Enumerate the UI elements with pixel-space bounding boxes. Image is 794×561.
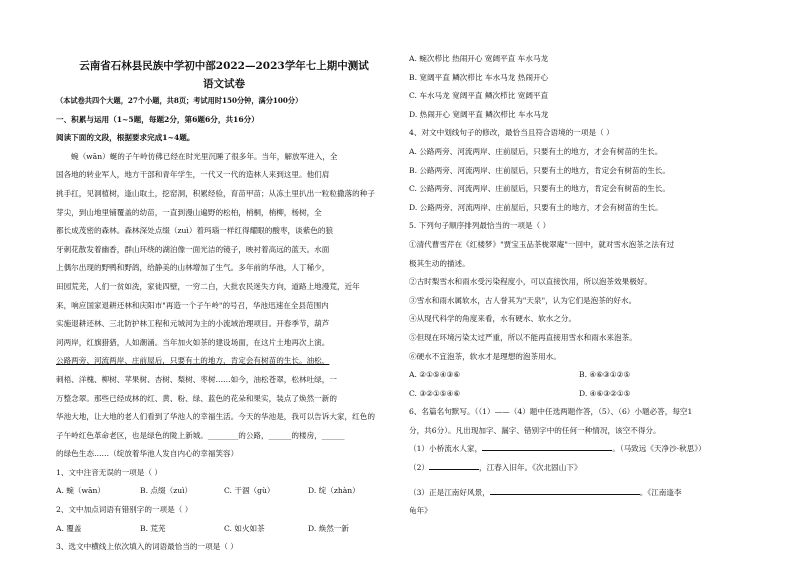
question-5: 5. 下列句子顺序排列最恰当的一项是（ ） — [409, 221, 551, 231]
answer-blank[interactable] — [490, 485, 640, 495]
passage-line: 上偶尔出现的野鸭和野鸽，给静美的山林增加了生气。多年前的华池，人丁稀少， — [56, 263, 330, 273]
passage-line: 蜿（wān）蜒的子午岭仿佛已经在时光里沉睡了很多年。当年，解放军进入，全 — [71, 151, 338, 161]
question-2: 2、文中加点词语有错别字的一项是（ ） — [56, 505, 193, 515]
q5-item: ⑥硬水不宜泡茶，软水才是理想的泡茶用水。 — [409, 351, 561, 361]
q6-item-1: （1）小桥流水人家， 。（马致远《天净沙·秋思》） — [409, 440, 749, 459]
passage-line: 国各地的转业军人，地方干部和青年学生，一代又一代的造林人来到这里。他们肩 — [56, 170, 330, 180]
passage-line: 河两岸，红旗猎猎，人如潮涌。当年加火如茶的建设场面，在这片土地再次上演。 — [56, 337, 330, 347]
q5-item: ②古时梨雪水和雨水受污染程度小，可以直接饮用，所以泡茶效果极好。 — [409, 277, 652, 287]
passage-line: 的绿色生态……（绽放着华池人发自内心的幸福笑容） — [56, 449, 239, 459]
option: A. 蜿（wān） — [56, 486, 106, 496]
left-column — [56, 92, 392, 557]
q3-option: C. 车水马龙 宽阔平直 鳞次栉比 宽阔平直 — [409, 91, 549, 101]
exam-subtitle: 语文试卷 — [203, 78, 245, 90]
option: C. 干涸（gù） — [224, 486, 275, 496]
option: C. 如火如茶 — [224, 523, 265, 533]
q3-option: B. 宽阔平直 鳞次栉比 车水马龙 热闹开心 — [409, 72, 549, 82]
option: D. 绽（zhàn） — [308, 486, 360, 496]
passage-line: 万整念翠。那些已经成林的红、黄、粉、绿、蓝色的花朵和果实，装点了焕然一新的 — [56, 393, 337, 403]
section-heading: 一、积累与运用（1~5题，每题2分，第6题6分，共16分） — [56, 114, 259, 124]
passage-line: 华池大地，让大地的老人们看到了华池人的幸福生活。今天的华池是，我可以告诉大家，红色的 — [56, 412, 375, 422]
passage-line: 芽尖，到山地里铺覆盖的幼苗，一直到漫山遍野的松柏，梢桐，梢柳，杨树，全 — [56, 207, 322, 217]
q2-options — [56, 520, 392, 539]
q5-item: 极其生动的描述。 — [409, 258, 470, 268]
q3-option: A. 蜿次栉比 热闹开心 宽阔平直 车水马龙 — [409, 54, 549, 63]
q4-option: D. 公路两旁、河流两岸、庄前屋后，只要有土的地方，才会有树苗的生长。 — [409, 202, 663, 212]
passage-line: 挑手扛，见洞植树，逢山取土，挖窑洞，积累经验，育苗甲苗；从冻土里扒出一粒粒撒落的种子 — [56, 188, 375, 198]
option: C. ③②①⑤④⑥ — [409, 388, 461, 398]
exam-note: （本试卷共四个大题，27个小题，共8页；考试用时150分钟，满分100分） — [56, 96, 303, 105]
q4-option: C. 公路两旁、河流两岸、庄前屋后，只要有土的地方，肯定会有树苗的生长。 — [409, 184, 670, 194]
passage-line: 都长成茂密的森林。森林深处点缀（zuì）着玛瑙一样红得耀眼的酸枣，谈紫色的狼 — [56, 226, 334, 236]
q4-option: A. 公路两旁、河流两岸、庄前屋后，只要有土的地方，才会有树苗的生长。 — [409, 146, 663, 156]
q5-item: ①清代曹雪芹在《红楼梦》"贾宝玉品茶栊翠庵"一回中，就对雪水泡茶之法有过 — [409, 239, 675, 249]
option: B. 荒芜 — [140, 523, 166, 533]
q5-options-row — [409, 385, 749, 404]
q5-options-row — [409, 366, 749, 385]
passage-line: 刺梧、洋槐、柳树、苹果树、杏树、梨树、枣树……如今，油松苍翠，松林吐绿，一 — [56, 374, 337, 384]
right-column — [409, 50, 749, 521]
q6-item-3-cont: 龟年》 — [409, 506, 432, 516]
underlined-sentence: 公路两旁、河流两岸、庄前屋后，只要有土的地方，肯定会有树苗的生长。油松， — [56, 356, 330, 366]
q5-item: ⑤但现在环境污染太过严重，所以不能再直接用雪水和雨水来泡茶。 — [409, 332, 637, 342]
answer-blank[interactable] — [482, 441, 612, 451]
q6-item-3: （3）正是江南好风景， 。《江南逢李 — [409, 484, 749, 503]
passage-line: 田园荒芜，人们一贫如洗，家徒四壁，一穷二白，大批农民迷失方向，道路上地漫荒，近年 — [56, 281, 360, 291]
option: D. 焕然一新 — [308, 523, 350, 533]
q6-item-2: （2） ，江春入旧年。《次北固山下》 — [409, 459, 749, 478]
question-6: 6、名篇名句默写。（（1）——（4）题中任选两题作答，（5）、（6）小题必答，每空1 — [409, 407, 693, 417]
option: A. ②①⑤④③⑥ — [409, 370, 461, 380]
q5-item: ④从现代科学的角度来看，水有硬水、软水之分。 — [409, 314, 577, 324]
q5-item: ③雪水和雨水属软水，古人誉其为"天泉"，认为它们是泡茶的好水。 — [409, 295, 637, 305]
q1-options — [56, 482, 392, 501]
option: A. 覆盖 — [56, 523, 82, 533]
question-4: 4、对文中划线句子的修改，最恰当且符合语境的一项是（ ） — [409, 128, 614, 138]
passage-line: 牙刺花散发着幽香，群山环绕的湖泊像一面光洁的镜子，映衬着高远的蓝天。水面 — [56, 244, 330, 254]
exam-title: 云南省石林县民族中学初中部2022—2023学年七上期中测试 — [79, 60, 369, 72]
question-1: 1、文中注音无误的一项是（ ） — [56, 467, 162, 477]
question-3: 3、选文中横线上依次填入的词语最恰当的一项是（ ） — [56, 542, 238, 552]
passage — [56, 148, 392, 464]
option: B. ④⑥③①②⑤ — [579, 370, 631, 380]
q3-option: D. 热闹开心 宽阔平直 鳞次栉比 车水马龙 — [409, 109, 549, 119]
q4-option: B. 公路两旁、河流两岸、庄前屋后，只要有土的地方，肯定会有树苗的生长。 — [409, 165, 670, 175]
reading-instruction: 阅读下面的文段，根据要求完成1~4题。 — [56, 133, 195, 143]
passage-line: 子午岭红色革命老区，也是绿色的陇上新城。________的公路，______的楼房，______ — [56, 430, 345, 440]
passage-line: 实施退耕还林、三北防护林工程和元城河为主的小流域治理项目。开春季节，葫芦 — [56, 319, 330, 329]
question-6-cont: 分，共6分）。凡出现加字、漏字、错别字中的任何一种情况，该空不得分。 — [409, 425, 661, 435]
answer-blank[interactable] — [429, 460, 479, 470]
option: D. ④⑥③②①⑤ — [579, 388, 631, 398]
passage-line: 来，响应国家退耕还林和庆阳市"再造一个子午岭"的号召，华池迅速在全县范围内 — [56, 300, 329, 310]
option: B. 点缀（zuì） — [140, 486, 193, 496]
